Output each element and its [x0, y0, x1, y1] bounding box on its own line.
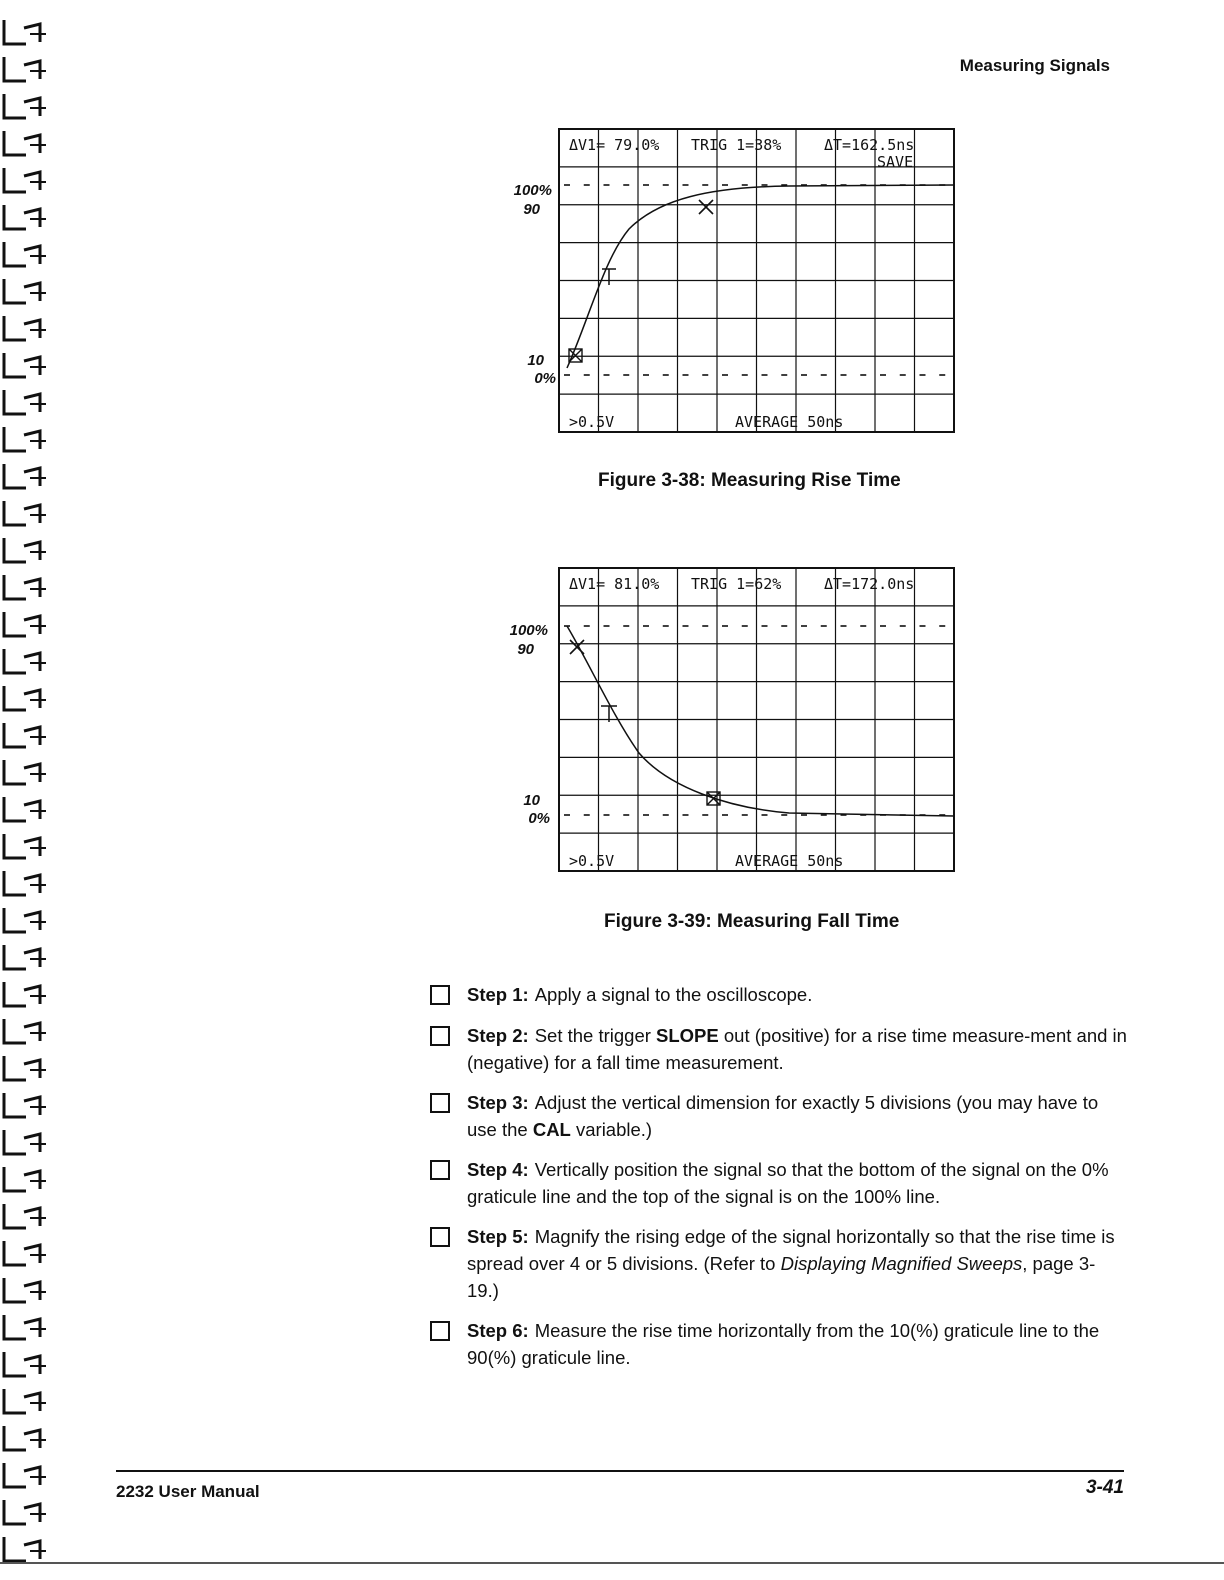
- fig1-readout-volts: >0.5V: [569, 413, 615, 431]
- fig1-cursor-x-marker: [699, 200, 713, 214]
- fig1-ylabel-10: 10: [527, 352, 544, 369]
- bottom-edge-rule: [0, 1562, 1224, 1564]
- step-2-checkbox[interactable]: [430, 1026, 450, 1046]
- fig1-readout-dt: ΔT=162.5ns: [824, 136, 915, 154]
- fig2-fall-waveform: [567, 626, 954, 816]
- fig2-ylabel-100: 100%: [509, 622, 548, 639]
- step-5-text-italic: Displaying Magnified Sweeps: [780, 1253, 1023, 1274]
- fig1-ylabel-0: 0%: [534, 370, 556, 387]
- step-3-checkbox[interactable]: [430, 1093, 450, 1113]
- fig1-trigger-t-marker: [602, 269, 616, 285]
- fig2-dashed-levels: [564, 626, 945, 815]
- fig1-readout-save: SAVE: [877, 153, 914, 171]
- step-6-text: Measure the rise time horizontally from the 10(%) graticule line to the 90(%) graticule line.: [467, 1320, 1100, 1368]
- fig2-caption: Figure 3-39: Measuring Fall Time: [604, 911, 900, 932]
- step-2-label: Step 2:: [467, 1025, 529, 1046]
- fig2-readout-dt: ΔT=172.0ns: [824, 575, 915, 593]
- step-3-text-pre: Adjust the vertical dimension for exactly 5 divisions (you may have to use the: [467, 1092, 1099, 1140]
- fig2-scope-display: [559, 568, 954, 871]
- step-2-text-post: out (positive) for a rise time measure-ment and in (negative) for a fall time measurement.: [467, 1025, 1127, 1073]
- step-3-label: Step 3:: [467, 1092, 529, 1113]
- step-1-label: Step 1:: [467, 984, 529, 1005]
- fig2-ylabel-0: 0%: [528, 810, 550, 827]
- fig2-ylabel-10: 10: [523, 792, 540, 809]
- fig2-ylabel-90: 90: [517, 641, 534, 658]
- fig2-readout-dv: ΔV1= 81.0%: [569, 575, 660, 593]
- fig2-cursor-x-marker: [570, 640, 584, 654]
- step-4-label: Step 4:: [467, 1159, 529, 1180]
- fig2-readout-volts: >0.5V: [569, 852, 615, 870]
- fig1-scope-display: [559, 129, 954, 432]
- fig1-ylabel-100: 100%: [513, 182, 552, 199]
- fig2-boxed-x-marker: [707, 792, 720, 805]
- step-3-text-bold: CAL: [532, 1119, 571, 1140]
- spiral-binding: [0, 0, 62, 1580]
- fig2-readout-mode: AVERAGE 50ns: [735, 852, 844, 870]
- step-5-label: Step 5:: [467, 1226, 529, 1247]
- step-5-checkbox[interactable]: [430, 1227, 450, 1247]
- fig1-rise-waveform: [567, 185, 954, 368]
- step-6-label: Step 6:: [467, 1320, 529, 1341]
- step-3-text-post: variable.): [570, 1119, 653, 1140]
- step-6-checkbox[interactable]: [430, 1321, 450, 1341]
- step-5-text-post: , page 3-19.): [467, 1253, 1096, 1301]
- footer-manual-title: 2232 User Manual: [116, 1482, 260, 1501]
- step-5-text-pre: Magnify the rising edge of the signal horizontally so that the rise time is spread over 4 or 5 divisions. (Refer to: [467, 1226, 1115, 1274]
- fig1-readout-mode: AVERAGE 50ns: [735, 413, 844, 431]
- step-2-text-bold: SLOPE: [656, 1025, 719, 1046]
- fig1-graticule: [559, 129, 954, 432]
- step-4-checkbox[interactable]: [430, 1160, 450, 1180]
- footer-page-number: 3-41: [1085, 1477, 1124, 1498]
- fig1-readout-dv: ΔV1= 79.0%: [569, 136, 660, 154]
- step-2-text-pre: Set the trigger: [534, 1025, 657, 1046]
- step-4-text: Vertically position the signal so that the bottom of the signal on the 0% graticule line and the top of the signal is on the 100% line.: [467, 1159, 1109, 1207]
- fig1-readout-trig: TRIG 1=38%: [691, 136, 782, 154]
- footer-rule: [116, 1470, 1124, 1472]
- fig2-readout-trig: TRIG 1=62%: [691, 575, 782, 593]
- fig1-boxed-x-marker: [569, 349, 582, 362]
- step-1-text: Apply a signal to the oscilloscope.: [534, 984, 813, 1005]
- fig1-ylabel-90: 90: [523, 201, 540, 218]
- step-1-checkbox[interactable]: [430, 985, 450, 1005]
- page-header: Measuring Signals: [959, 56, 1110, 75]
- fig1-caption: Figure 3-38: Measuring Rise Time: [598, 470, 901, 491]
